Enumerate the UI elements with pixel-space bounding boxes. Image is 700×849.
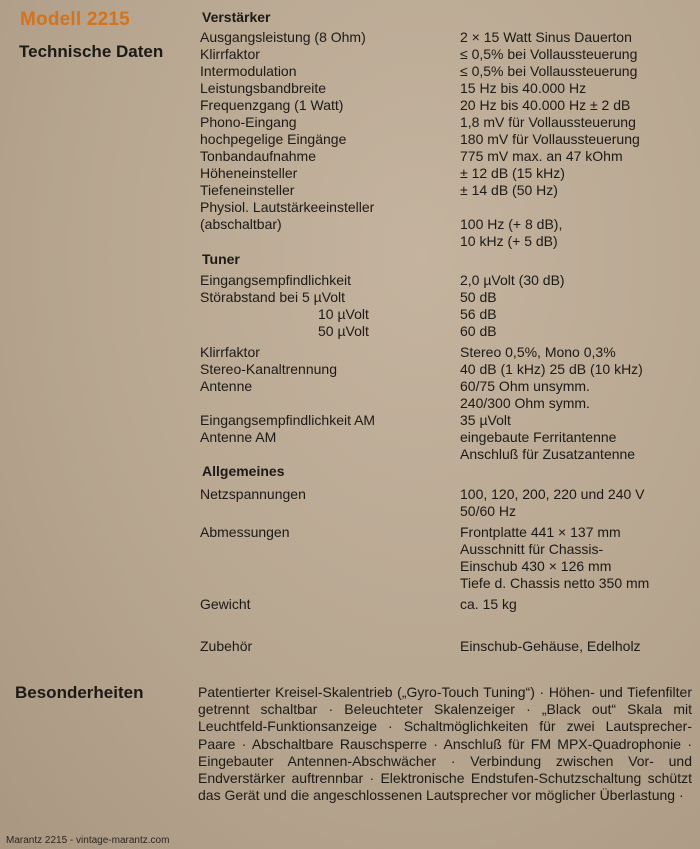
spec-value: Anschluß für Zusatzantenne: [460, 446, 636, 462]
spec-value: 20 Hz bis 40.000 Hz ± 2 dB: [460, 97, 631, 113]
spec-value: Einschub 430 × 126 mm: [460, 558, 612, 574]
spec-label: Gewicht: [200, 596, 251, 612]
spec-label: Leistungsbandbreite: [200, 80, 327, 96]
section-heading-tuner: Tuner: [202, 251, 240, 267]
spec-value: 100 Hz (+ 8 dB),: [460, 216, 563, 232]
spec-value: 60 dB: [460, 323, 497, 339]
spec-value: 2 × 15 Watt Sinus Dauerton: [460, 29, 632, 45]
spec-value: 60/75 Ohm unsymm.: [460, 378, 590, 394]
spec-value: 240/300 Ohm symm.: [460, 395, 590, 411]
spec-value: 50 dB: [460, 289, 497, 305]
spec-value: Tiefe d. Chassis netto 350 mm: [460, 575, 650, 591]
spec-value: 180 mV für Vollaussteuerung: [460, 131, 640, 147]
spec-label: Zubehör: [200, 638, 253, 654]
spec-label: Antenne AM: [200, 429, 277, 445]
spec-label: Frequenzgang (1 Watt): [200, 97, 344, 113]
spec-label: (abschaltbar): [200, 216, 282, 232]
spec-label: 50 µVolt: [318, 323, 369, 339]
spec-label: Tonbandaufnahme: [200, 148, 316, 164]
spec-value: eingebaute Ferritantenne: [460, 429, 617, 445]
spec-label: Höheneinsteller: [200, 165, 298, 181]
model-title: Modell 2215: [20, 9, 130, 30]
spec-label: Eingangsempfindlichkeit AM: [200, 412, 376, 428]
spec-value: 50/60 Hz: [460, 503, 517, 519]
spec-label: Physiol. Lautstärkeeinsteller: [200, 199, 375, 215]
spec-value: 2,0 µVolt (30 dB): [460, 272, 565, 288]
spec-label: Stereo-Kanaltrennung: [200, 361, 337, 377]
spec-value: Stereo 0,5%, Mono 0,3%: [460, 344, 616, 360]
spec-label: Ausgangsleistung (8 Ohm): [200, 29, 366, 45]
spec-label: Klirrfaktor: [200, 344, 260, 360]
spec-value: ≤ 0,5% bei Vollaussteuerung: [460, 46, 638, 62]
spec-label: hochpegelige Eingänge: [200, 131, 347, 147]
spec-value: 10 kHz (+ 5 dB): [460, 233, 558, 249]
features-text: Patentierter Kreisel-Skalentrieb („Gyro-Touch Tuning“) · Höhen- und Tiefenfilter getrennt schaltbar · Beleuchteter Skalenzeiger · „Black out“ Skala mit Leuchtfeld-Funktionsanzeige · Schaltmöglichkeiten für zwei Lautsprecher-Paare · Abschaltbare Rauschsperre · Anschluß für FM MPX-Quadrophonie · Eingebauter Antennen-Abschwächer · Verbindung zwischen Vor- und Endverstärker auftrennbar · Elektronische Endstufen-Schutzschaltung schützt das Gerät und die angeschlossenen Lautsprecher vor möglicher Überlastung ·: [198, 684, 692, 804]
spec-value: ca. 15 kg: [460, 596, 517, 612]
spec-value: Frontplatte 441 × 137 mm: [460, 524, 621, 540]
footer-credit: Marantz 2215 - vintage-marantz.com: [6, 835, 170, 846]
spec-value: ± 14 dB (50 Hz): [460, 182, 558, 198]
spec-label: Eingangsempfindlichkeit: [200, 272, 351, 288]
spec-label: Tiefeneinsteller: [200, 182, 295, 198]
spec-value: 35 µVolt: [460, 412, 511, 428]
spec-label: Phono-Eingang: [200, 114, 297, 130]
spec-value: 15 Hz bis 40.000 Hz: [460, 80, 587, 96]
spec-value: 1,8 mV für Vollaussteuerung: [460, 114, 636, 130]
spec-label: Antenne: [200, 378, 253, 394]
page-subtitle: Technische Daten: [19, 42, 164, 61]
spec-label: Störabstand bei 5 µVolt: [200, 289, 346, 305]
spec-value: 100, 120, 200, 220 und 240 V: [460, 486, 645, 502]
spec-value: ± 12 dB (15 kHz): [460, 165, 565, 181]
spec-label: Intermodulation: [200, 63, 297, 79]
spec-value: ≤ 0,5% bei Vollaussteuerung: [460, 63, 638, 79]
spec-label: Abmessungen: [200, 524, 290, 540]
spec-value: Ausschnitt für Chassis-: [460, 541, 604, 557]
spec-label: Netzspannungen: [200, 486, 306, 502]
spec-value: 775 mV max. an 47 kOhm: [460, 148, 623, 164]
section-heading-amp: Verstärker: [202, 9, 271, 25]
features-heading: Besonderheiten: [15, 683, 144, 702]
spec-value: Einschub-Gehäuse, Edelholz: [460, 638, 641, 654]
spec-value: 40 dB (1 kHz) 25 dB (10 kHz): [460, 361, 643, 377]
section-heading-general: Allgemeines: [202, 463, 285, 479]
spec-value: 56 dB: [460, 306, 497, 322]
spec-label: 10 µVolt: [318, 306, 369, 322]
spec-label: Klirrfaktor: [200, 46, 260, 62]
